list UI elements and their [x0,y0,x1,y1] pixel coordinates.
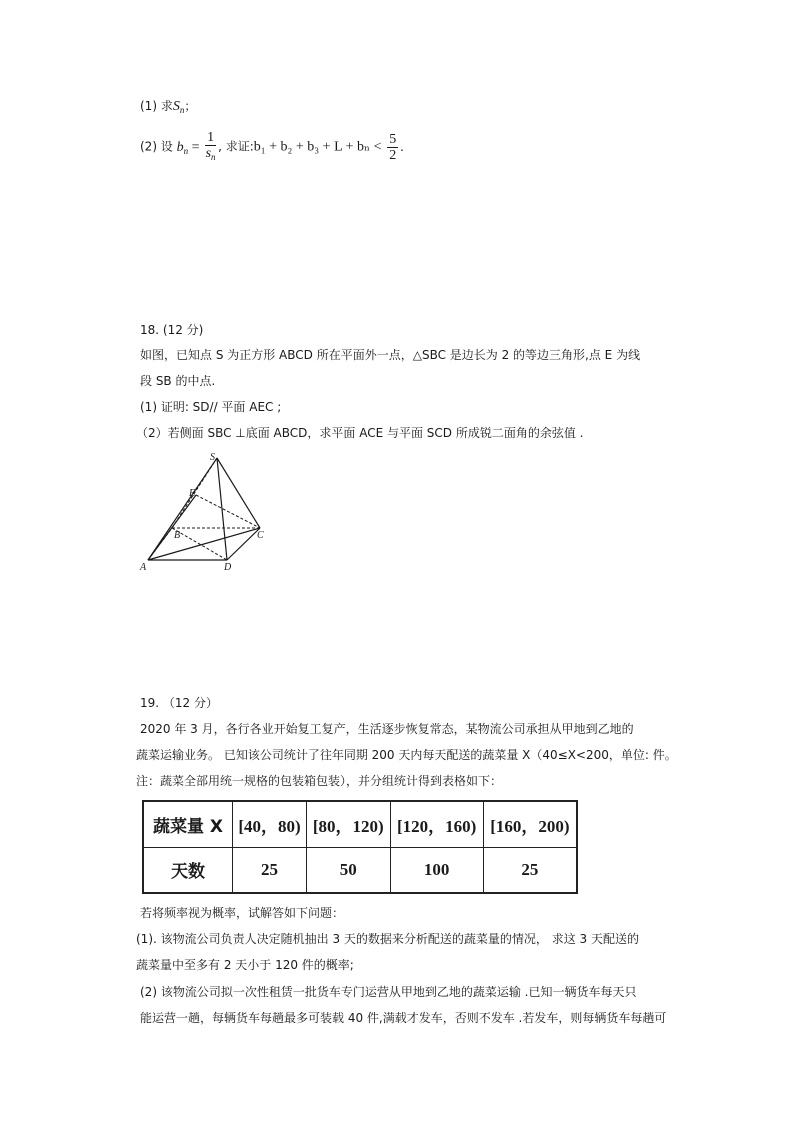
label-c: C [257,530,264,541]
q18-stem-line2: 段 SB 的中点. [140,374,216,388]
table-cell: 50 [306,847,390,893]
q18-part2: （2）若侧面 SBC ⊥底面 ABCD，求平面 ACE 与平面 SCD 所成锐二面角的余弦值 . [136,426,584,440]
table-cell: 25 [483,847,577,893]
edge-sa [148,458,217,560]
table-cell: 25 [233,847,307,893]
q19-part1-line2: 蔬菜量中至多有 2 天小于 120 件的概率; [136,958,354,972]
table-cell: [160，200) [483,801,577,847]
q18-header: 18. (12 分) [140,323,204,337]
q18-stem-line1: 如图，已知点 S 为正方形 ABCD 所在平面外一点，△SBC 是边长为 2 的等边三角形,点 E 为线 [140,348,641,362]
q17-part1: (1) 求$S_n$； [140,99,197,115]
fraction-1-over-sn: $\frac{1}{s_n}$ [205,130,216,162]
table-cell: 100 [390,847,483,893]
table-row [143,801,577,847]
q19-stem-line2: 蔬菜运输业务。 已知该公司统计了往年同期 200 天内每天配送的蔬菜量 X（40≤X<200，单位: 件。 [136,748,677,762]
edge-bd [172,528,227,560]
edge-sc [217,458,260,528]
q19-part1-line1: (1). 该物流公司负责人决定随机抽出 3 天的数据来分析配送的蔬菜量的情况， 求这 3 天配送的 [136,932,639,946]
table-cell: [40，80) [233,801,307,847]
table-header-cell: 蔬菜量 X [143,801,233,847]
table-cell: [80，120) [306,801,390,847]
q19-stem-line3: 注：蔬菜全部用统一规格的包装箱包装），并分组统计得到表格如下： [136,774,503,788]
table-row [143,847,577,893]
pyramid-figure [138,452,278,574]
q19-part2-line1: (2) 该物流公司拟一次性租赁一批货车专门运营从甲地到乙地的蔬菜运输 .已知一辆货车每天只 [140,985,637,999]
q18-part1: (1) 证明: SD// 平面 AEC ; [140,400,282,414]
q19-after-table: 若将频率视为概率，试解答如下问题： [140,906,345,920]
label-b: B [174,530,181,541]
sum-expression: b₁ + b₂ + b₃ + L + bₙ < [253,139,382,155]
q19-header: 19. （12 分） [140,696,218,710]
q19-part2-line2: 能运营一趟，每辆货车每趟最多可装载 40 件,满载才发车，否则不发车 .若发车，则每辆货车每趟可 [140,1011,667,1025]
fraction-5-over-2: $\frac{5}{2}$ [389,132,397,163]
label-e: E [189,488,196,499]
table-cell: [120，160) [390,801,483,847]
table-header-cell: 天数 [143,847,233,893]
label-a: A [140,562,147,573]
q19-stem-line1: 2020 年 3 月，各行各业开始复工复产，生活逐步恢复常态，某物流公司承担从甲地到乙地的 [140,722,634,736]
vegetable-frequency-table [142,800,578,894]
edge-sd [217,458,227,560]
label-s: S [210,452,215,463]
q17-part2: (2) 设 $b_n$ = $\frac{1}{s_n}$ , 求证:b₁ + b₂ + b₃ + L + bₙ < $\frac{5}{2}$ . [140,130,404,163]
label-d: D [224,562,232,573]
